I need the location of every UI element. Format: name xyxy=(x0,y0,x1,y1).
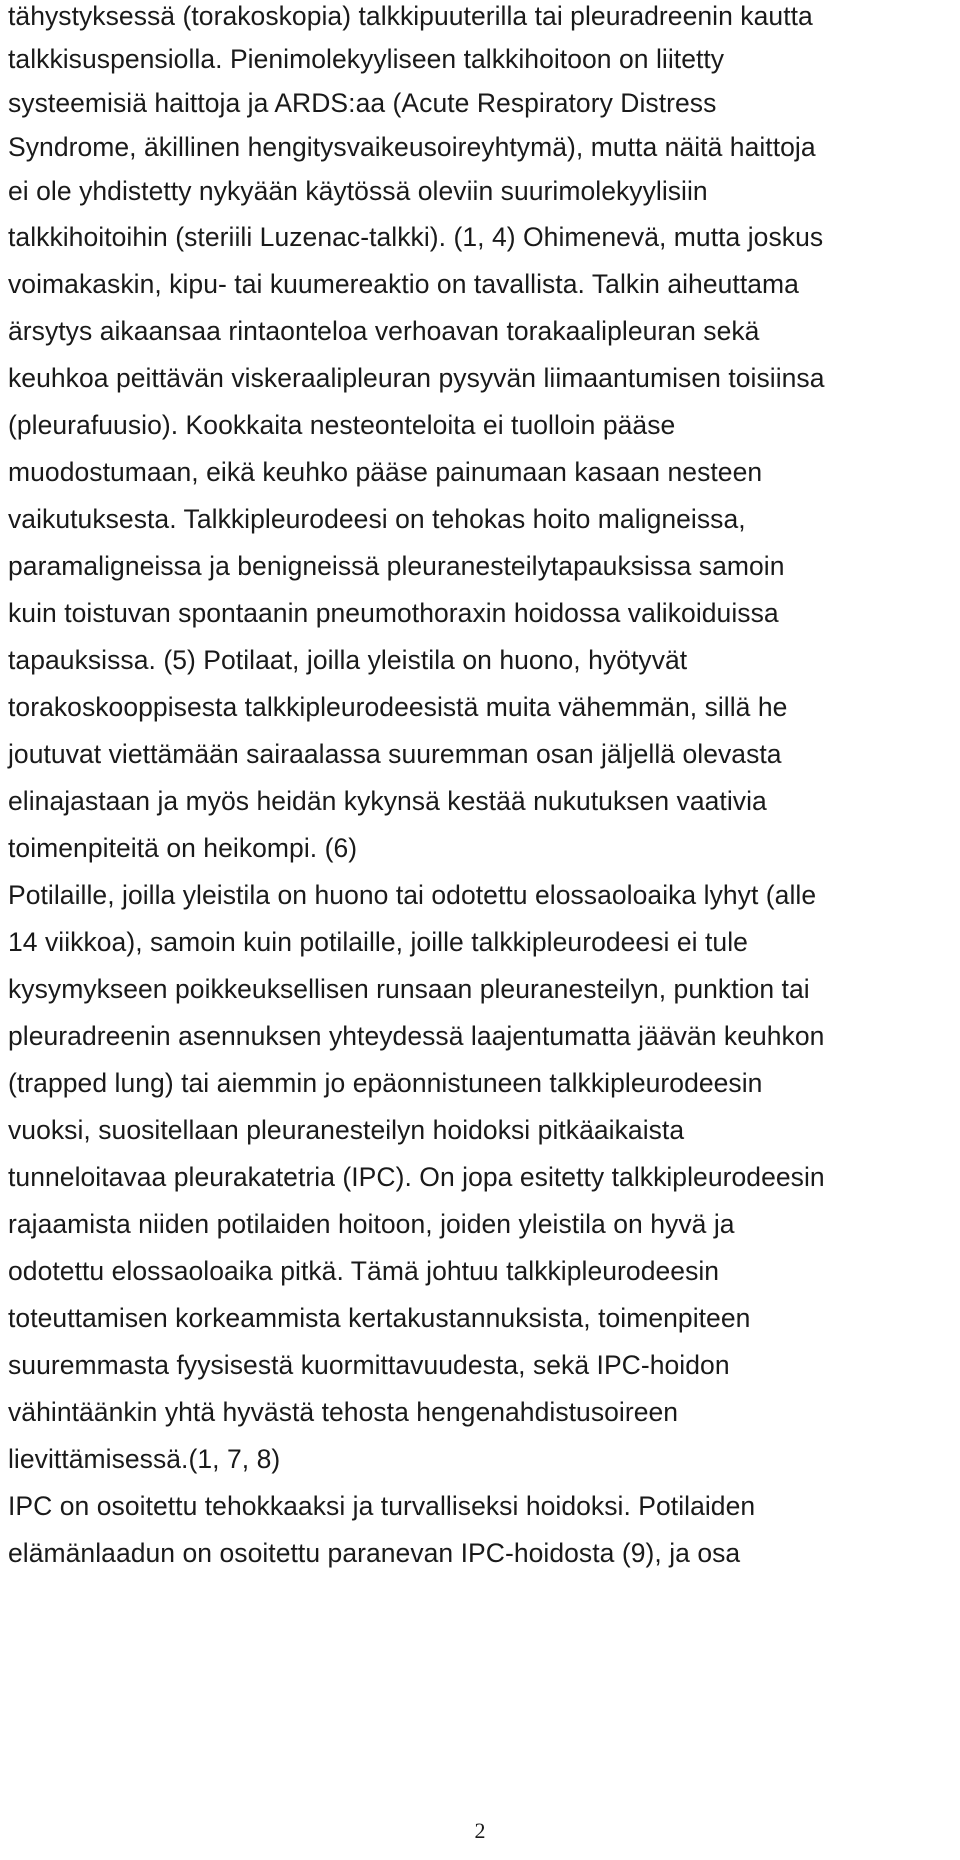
body-text-line: Syndrome, äkillinen hengitysvaikeusoireyhtymä), mutta näitä haittoja xyxy=(8,132,816,162)
body-text-line: lievittämisessä.(1, 7, 8) xyxy=(8,1444,281,1474)
body-text-line: odotettu elossaoloaika pitkä. Tämä johtuu talkkipleurodeesin xyxy=(8,1256,720,1286)
body-text-line: talkkisuspensiolla. Pienimolekyyliseen talkkihoitoon on liitetty xyxy=(8,44,725,74)
body-text-line: voimakaskin, kipu- tai kuumereaktio on tavallista. Talkin aiheuttama xyxy=(8,269,799,299)
body-text-line: systeemisiä haittoja ja ARDS:aa (Acute Respiratory Distress xyxy=(8,88,717,118)
body-text-line: IPC on osoitettu tehokkaaksi ja turvalliseksi hoidoksi. Potilaiden xyxy=(8,1491,756,1521)
body-text-line: toteuttamisen korkeammista kertakustannuksista, toimenpiteen xyxy=(8,1303,751,1333)
body-text-line: torakoskooppisesta talkkipleurodeesistä muita vähemmän, sillä he xyxy=(8,692,788,722)
body-text-line: elämänlaadun on osoitettu paranevan IPC-hoidosta (9), ja osa xyxy=(8,1538,741,1568)
body-text-line: tähystyksessä (torakoskopia) talkkipuuterilla tai pleuradreenin kautta xyxy=(8,1,813,31)
body-text-line: talkkihoitoihin (steriili Luzenac-talkki). (1, 4) Ohimenevä, mutta joskus xyxy=(8,222,824,252)
body-text-line: keuhkoa peittävän viskeraalipleuran pysyvän liimaantumisen toisiinsa xyxy=(8,363,825,393)
body-text-line: vuoksi, suositellaan pleuranesteilyn hoidoksi pitkäaikaista xyxy=(8,1115,685,1145)
body-text-line: pleuradreenin asennuksen yhteydessä laajentumatta jäävän keuhkon xyxy=(8,1021,825,1051)
body-text-line: joutuvat viettämään sairaalassa suuremman osan jäljellä olevasta xyxy=(8,739,782,769)
body-text-line: vähintäänkin yhtä hyvästä tehosta hengenahdistusoireen xyxy=(8,1397,679,1427)
body-text-line: muodostumaan, eikä keuhko pääse painumaan kasaan nesteen xyxy=(8,457,763,487)
body-text-line: kuin toistuvan spontaanin pneumothoraxin hoidossa valikoiduissa xyxy=(8,598,779,628)
body-text-line: ärsytys aikaansaa rintaonteloa verhoavan torakaalipleuran sekä xyxy=(8,316,760,346)
body-text-line: tunneloitavaa pleurakatetria (IPC). On jopa esitetty talkkipleurodeesin xyxy=(8,1162,825,1192)
body-text-line: kysymykseen poikkeuksellisen runsaan pleuranesteilyn, punktion tai xyxy=(8,974,810,1004)
body-text-line: tapauksissa. (5) Potilaat, joilla yleistila on huono, hyötyvät xyxy=(8,645,688,675)
body-text-line: paramaligneissa ja benigneissä pleuranesteilytapauksissa samoin xyxy=(8,551,785,581)
body-text-line: 14 viikkoa), samoin kuin potilaille, joille talkkipleurodeesi ei tule xyxy=(8,927,748,957)
body-text-line: ei ole yhdistetty nykyään käytössä oleviin suurimolekyylisiin xyxy=(8,176,708,206)
body-text-line: Potilaille, joilla yleistila on huono tai odotettu elossaoloaika lyhyt (alle xyxy=(8,880,817,910)
body-text-line: elinajastaan ja myös heidän kykynsä kestää nukutuksen vaativia xyxy=(8,786,767,816)
body-text-line: (trapped lung) tai aiemmin jo epäonnistuneen talkkipleurodeesin xyxy=(8,1068,763,1098)
body-text-line: toimenpiteitä on heikompi. (6) xyxy=(8,833,358,863)
body-text-line: suuremmasta fyysisestä kuormittavuudesta, sekä IPC-hoidon xyxy=(8,1350,730,1380)
body-text-line: rajaamista niiden potilaiden hoitoon, joiden yleistila on hyvä ja xyxy=(8,1209,735,1239)
page-number: 2 xyxy=(474,1818,486,1843)
body-text-line: (pleurafuusio). Kookkaita nesteonteloita ei tuolloin pääse xyxy=(8,410,676,440)
body-text-line: vaikutuksesta. Talkkipleurodeesi on tehokas hoito maligneissa, xyxy=(8,504,746,534)
